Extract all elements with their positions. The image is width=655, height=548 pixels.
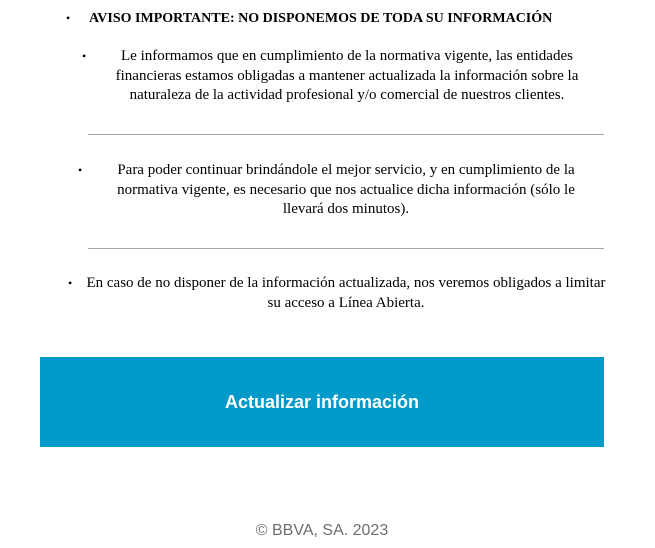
notice-title: AVISO IMPORTANTE: NO DISPONEMOS DE TODA SU INFORMACIÓN <box>89 11 553 26</box>
update-information-button[interactable] <box>40 357 604 447</box>
divider-1 <box>88 134 604 135</box>
item-1-bullet: • <box>82 49 87 63</box>
notice-paragraph-1: Le informamos que en cumplimiento de la normativa vigente, las entidades financieras estamos obligadas a mantener actualizada la información sobre la naturaleza de la actividad profesional y/o comercial de nuestros clientes. <box>115 48 579 103</box>
divider-2 <box>88 248 604 249</box>
update-information-label: Actualizar información <box>224 391 420 412</box>
notice-paragraph-2: Para poder continuar brindándole el mejor servicio, y en cumplimiento de la normativa vigente, es necesario que nos actualice dicha información (sólo le llevará dos minutos). <box>117 162 575 217</box>
footer-copyright: © BBVA, SA. 2023 <box>255 522 389 539</box>
item-2-bullet: • <box>78 163 83 177</box>
item-3-bullet: • <box>68 276 73 290</box>
notice-paragraph-3: En caso de no disponer de la información actualizada, nos veremos obligados a limitar su acceso a Línea Abierta. <box>86 275 606 311</box>
title-bullet: • <box>66 11 71 25</box>
